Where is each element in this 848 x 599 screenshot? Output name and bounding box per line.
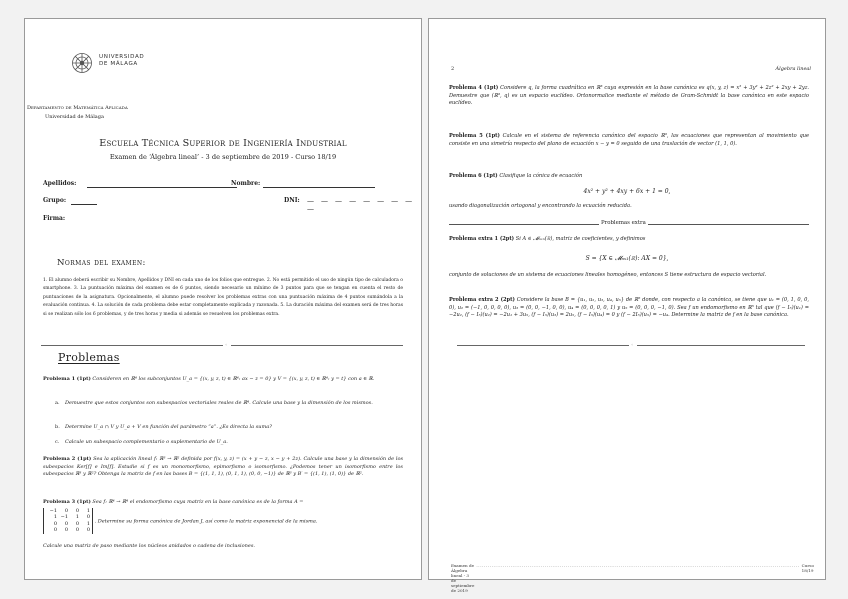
exam-page-2 bbox=[428, 18, 826, 593]
problem-4: Problema 4 (1pt) Considere q, la forma cuadrática en ℝ³ cuya expresión en la base canónica es q(x, y, z) = x² + 3y² + 2z² + 2xy + 2yz. Demuestre que (ℝ³, q) es un espacio euclídeo. Ortonormalice mediante el método de Gram-Schmidt la base canónica en este espacio euclídeo. bbox=[449, 85, 809, 107]
university-logo-text: UNIVERSIDAD DE MÁLAGA bbox=[99, 54, 145, 67]
problem-1-item-c: c. Calcule un subespacio complementario o suplementario de U_a. bbox=[55, 439, 228, 445]
grupo-line[interactable] bbox=[71, 204, 97, 205]
footer-right: Curso 18/19 bbox=[801, 563, 814, 573]
exam-page-1 bbox=[24, 18, 422, 580]
university-name: Universidad de Málaga bbox=[45, 114, 104, 120]
extra-1-text-after: conjunto de soluciones de un sistema de ecuaciones lineales homogéneo, entonces S tiene estructura de espacio vectorial. bbox=[449, 272, 767, 278]
problem-1-item-b: b. Determine U_a ∩ V y U_a + V en función del parámetro “a”. ¿Es directa la suma? bbox=[55, 424, 272, 430]
university-logo-icon bbox=[71, 52, 93, 74]
problem-2-label: Problema 2 (1pt) bbox=[43, 456, 92, 462]
problem-6: Problema 6 (1pt) Clasifique la cónica de ecuación bbox=[449, 173, 583, 179]
separator-line-left bbox=[41, 345, 223, 346]
problem-2-text: Sea la aplicación lineal f: ℝ³ → ℝ² definida por f(x, y, z) = (x + y − z, x − y + 2z). Calcule una base y la dimensión de los subespacios Ker[f] e Im[f]. Estudie si f es un monomorfismo, epimorfismo o isomorfismo. ¿Podemos tener un isomorfismo entre los subespacios ℝ³ y ℝ²? Obtenga la matriz de f en las bases B = {(1, 1, 1), (0, 1, 1), (0, 0, −1)} de ℝ³ y B′ = {(1, 1), (1, 0)} de ℝ². bbox=[43, 456, 404, 478]
extra-problem-2: Problema extra 2 (2pt) Considere la base B = {u₁, u₂, u₃, u₄, u₅} de ℝ⁵ donde, con respecto a la canónica, se tiene que u₁ = (0, 1, 0, 0, 0), u₂ = (−1, 0, 0, 0, 0), u₃ = (0, 0, −1, 0, 0), u₄ = (0, 0, 0, 0, 1) y u₅ = (0, 0, 0, −1, 0). Sea f un endomorfismo en ℝ⁵ tal que (f − I₅)(u₁) = −2u₂, (f − I₅)(u₂) = −2u₁ + 3u₅, (f − I₅)(u₃) = 2u₅, (f − I₅)(u₄) = 0 y (f − 2I₅)(u₅) = −u₄. Determine la matriz de f en la base canónica. bbox=[449, 297, 809, 319]
nombre-line[interactable] bbox=[263, 187, 375, 188]
page-footer: Examen de Álgebra lineal - 3 de septiembre de 2019 .......................................................................................................................................................................... Curso 18/19 bbox=[451, 563, 814, 593]
problem-1 bbox=[43, 376, 403, 384]
problem-1-label: Problema 1 (1pt) bbox=[43, 376, 91, 382]
extra-problem-1: Problema extra 1 (2pt) Si A ∈ 𝓜ₙₓₙ(ℝ), matriz de coeficientes, y definimos bbox=[449, 236, 646, 242]
problem-3-label: Problema 3 (1pt) bbox=[43, 499, 91, 505]
problem-6-text-after: usando diagonalización ortogonal y encontrando la ecuación reducida. bbox=[449, 203, 632, 209]
apellidos-label: Apellidos: bbox=[43, 180, 77, 187]
normas-text: 1. El alumno deberá escribir su Nombre, Apellidos y DNI en cada uno de los folios que entregue. 2. No está permitido el uso de ningún tipo de calculadora o smartphone. 3. La puntuación máxima del examen es de 6 puntos, siendo necesario un mínimo de 3 puntos para que se tengan en cuenta el resto de puntuaciones de la asignatura. Opcionalmente, el alumno puede resolver los problemas extras con una puntuación máxima de 4 puntos sumándola a la evaluación continua. 4. La solución de cada problema debe estar completamente explicada y razonada. 5. La duración máxima del examen será de tres horas si se realizan sólo los 6 problemas, y de tres horas y media si además se resuelven los problemas extra. bbox=[43, 278, 404, 317]
firma-label: Firma: bbox=[43, 215, 66, 222]
apellidos-line[interactable] bbox=[87, 187, 237, 188]
problem-3-text-end: Calcule una matriz de paso mediante los núcleos anidados o cadena de inclusiones. bbox=[43, 543, 255, 549]
dni-boxes[interactable]: — — — — — — — — — bbox=[307, 197, 415, 213]
problem-6-equation: 4x² + y² + 4xy + 6x + 1 = 0, bbox=[583, 188, 671, 195]
problemas-heading: Problemas bbox=[58, 351, 120, 364]
page-number: 2 bbox=[451, 66, 455, 72]
extra-heading-label: Problemas extra bbox=[601, 220, 646, 226]
running-header: Álgebra lineal bbox=[775, 66, 811, 72]
matrix-a: −1 0 0 1 1 −1 1 0 0 0 0 1 0 0 0 0 bbox=[43, 508, 93, 534]
nombre-label: Nombre: bbox=[231, 180, 261, 187]
normas-title: Normas del examen: bbox=[57, 258, 146, 268]
separator-line-left bbox=[457, 345, 629, 346]
problem-1-text: Consideren en ℝ⁴ los subconjuntos U_a = {(x, y, z, t) ∈ ℝ⁴: ax − z = 0} y V = {(x, y, z, t) ∈ ℝ⁴: y = t} con a ∈ ℝ. bbox=[92, 376, 375, 382]
separator-line-right bbox=[637, 345, 805, 346]
extra-heading bbox=[449, 219, 809, 227]
separator-mark: ◦ bbox=[631, 342, 634, 347]
problem-2 bbox=[43, 456, 403, 479]
problem-3-text-after: . Determine su forma canónica de Jordan J, así como la matriz exponencial de la misma. bbox=[94, 518, 318, 525]
problem-3-text: Sea f: ℝ⁴ → ℝ⁴ el endomorfismo cuya matriz en la base canónica es de la forma A = bbox=[92, 499, 304, 505]
grupo-label: Grupo: bbox=[43, 197, 67, 204]
school-title: Escuela Técnica Superior de Ingeniería Industrial bbox=[99, 138, 347, 149]
problem-1-item-a: a. Demuestre que estos conjuntos son subespacios vectoriales reales de ℝ⁴. Calcule una base y la dimensión de los mismos. bbox=[55, 400, 373, 406]
problem-3 bbox=[43, 499, 403, 507]
problem-5: Problema 5 (1pt) Calcule en el sistema de referencia canónico del espacio ℝ³, las ecuaciones que representan al movimiento que consiste en una simetría respecto del plano de ecuación x − y = 0 seguido de una traslación de vector (1, 1, 0). bbox=[449, 133, 809, 147]
dni-label: DNI: bbox=[284, 197, 300, 204]
footer-left: Examen de Álgebra lineal - 3 de septiembre de 2019 bbox=[451, 563, 475, 593]
separator-mark: ◦ bbox=[225, 342, 228, 347]
extra-1-equation: S = {X ∈ 𝓜ₙₓ₁(ℝ): AX = 0}, bbox=[585, 255, 669, 262]
separator-line-right bbox=[231, 345, 403, 346]
problem-3-matrix-row bbox=[43, 508, 403, 534]
department-name: Departamento de Matemática Aplicada bbox=[27, 105, 128, 111]
exam-title: Examen de ‘Álgebra lineal’ - 3 de septiembre de 2019 - Curso 18/19 bbox=[109, 153, 337, 161]
